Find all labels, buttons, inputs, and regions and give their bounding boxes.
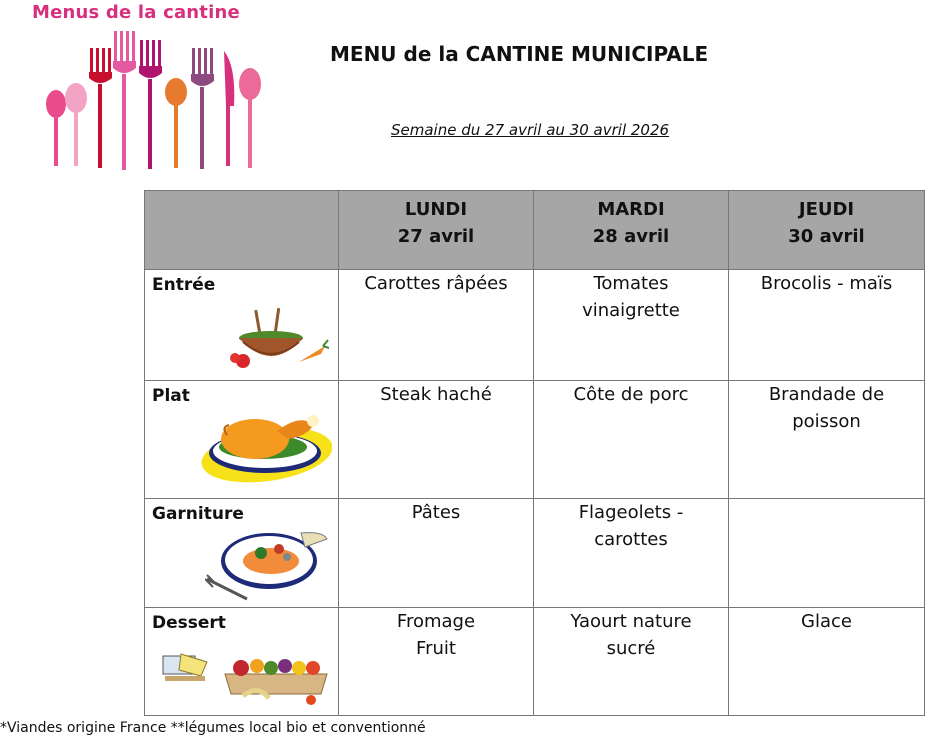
day-date: 28 avril bbox=[592, 226, 670, 247]
day-header-jeudi bbox=[729, 191, 925, 270]
cutlery-logo-icon bbox=[42, 26, 282, 176]
cheese-and-fruit-tray-icon bbox=[161, 644, 333, 706]
day-name: MARDI bbox=[597, 199, 665, 220]
salad-bowl-icon bbox=[229, 306, 329, 372]
day-header-lundi bbox=[339, 191, 534, 270]
logo-title: Menus de la cantine bbox=[32, 2, 240, 23]
menu-cell bbox=[729, 608, 925, 716]
menu-cell-empty bbox=[729, 499, 925, 608]
dish-line: poisson bbox=[792, 411, 861, 432]
day-header-mardi bbox=[534, 191, 729, 270]
dish-line: Steak haché bbox=[380, 384, 492, 405]
dish-line: Côte de porc bbox=[573, 384, 689, 405]
category-label: Dessert bbox=[152, 613, 226, 633]
dish-line: sucré bbox=[606, 638, 656, 659]
menu-header-row bbox=[145, 191, 925, 270]
dish-line: Fruit bbox=[416, 638, 456, 659]
plate-with-fork-icon bbox=[205, 525, 330, 605]
menu-cell bbox=[534, 608, 729, 716]
cantine-logo bbox=[20, 0, 290, 180]
week-range: Semaine du 27 avril au 30 avril 2026 bbox=[391, 121, 670, 139]
dish-line: Yaourt nature bbox=[570, 611, 692, 632]
menu-cell bbox=[534, 499, 729, 608]
dish-line: Flageolets - bbox=[578, 502, 684, 523]
menu-cell bbox=[339, 608, 534, 716]
dish-line: vinaigrette bbox=[582, 300, 680, 321]
menu-cell bbox=[534, 381, 729, 499]
dish-line: Brocolis - maïs bbox=[760, 273, 893, 294]
menu-row-entree bbox=[145, 270, 925, 381]
dish-line: Carottes râpées bbox=[364, 273, 508, 294]
dish-line: Glace bbox=[801, 611, 852, 632]
menu-table bbox=[144, 190, 925, 716]
category-cell bbox=[145, 499, 339, 608]
dish-line: Pâtes bbox=[411, 502, 461, 523]
category-cell bbox=[145, 270, 339, 381]
page-title: MENU de la CANTINE MUNICIPALE bbox=[330, 42, 709, 66]
category-label: Plat bbox=[152, 386, 190, 406]
menu-cell bbox=[339, 381, 534, 499]
menu-cell bbox=[534, 270, 729, 381]
menu-cell bbox=[729, 381, 925, 499]
menu-cell bbox=[339, 499, 534, 608]
day-date: 27 avril bbox=[397, 226, 475, 247]
menu-corner-cell bbox=[145, 191, 339, 270]
menu-row-garniture bbox=[145, 499, 925, 608]
day-name: JEUDI bbox=[798, 199, 855, 220]
menu-cell bbox=[339, 270, 534, 381]
day-name: LUNDI bbox=[404, 199, 468, 220]
dish-line: Tomates bbox=[593, 273, 669, 294]
category-label: Entrée bbox=[152, 275, 216, 295]
menu-row-plat bbox=[145, 381, 925, 499]
dish-line: Fromage bbox=[396, 611, 476, 632]
day-date: 30 avril bbox=[788, 226, 865, 247]
menu-row-dessert bbox=[145, 608, 925, 716]
category-cell bbox=[145, 608, 339, 716]
dish-line: carottes bbox=[594, 529, 668, 550]
category-label: Garniture bbox=[152, 504, 244, 524]
footnote: *Viandes origine France **légumes local bio et conventionné bbox=[0, 720, 426, 736]
dish-line: Brandade de bbox=[768, 384, 885, 405]
roast-chicken-icon bbox=[197, 405, 332, 485]
menu-cell bbox=[729, 270, 925, 381]
category-cell bbox=[145, 381, 339, 499]
